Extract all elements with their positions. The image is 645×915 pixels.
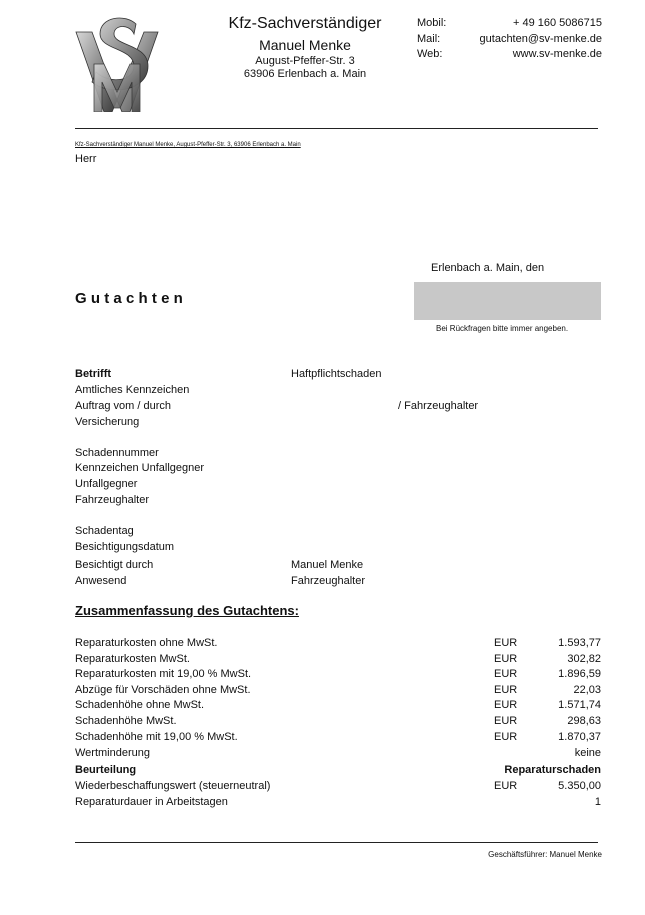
summary-currency: EUR	[494, 699, 518, 711]
summary-row	[75, 747, 601, 761]
owner-name: Manuel Menke	[259, 37, 351, 53]
summary-row	[75, 637, 601, 651]
fahrzeughalter-label: Fahrzeughalter	[75, 494, 149, 506]
summary-row	[75, 684, 601, 698]
summary-label: Abzüge für Vorschäden ohne MwSt.	[75, 684, 251, 696]
summary-label: Reparaturkosten MwSt.	[75, 653, 190, 665]
summary-value: 1.870,37	[558, 731, 601, 743]
business-title: Kfz-Sachverständiger	[228, 15, 382, 32]
betrifft-value: Haftpflichtschaden	[291, 368, 382, 380]
summary-currency: EUR	[494, 731, 518, 743]
summary-value: 22,03	[573, 684, 601, 696]
anwesend-value: Fahrzeughalter	[291, 575, 365, 587]
contact-value-mail[interactable]: gutachten@sv-menke.de	[479, 33, 602, 45]
footer-divider	[75, 842, 598, 843]
anwesend-label: Anwesend	[75, 575, 127, 587]
summary-label: Reparaturkosten mit 19,00 % MwSt.	[75, 668, 252, 680]
document-title: Gutachten	[75, 290, 187, 307]
kennzeichen-label: Amtliches Kennzeichen	[75, 384, 190, 396]
beurteilung-row	[75, 764, 601, 778]
reference-number-box	[414, 282, 601, 320]
summary-label: Schadenhöhe ohne MwSt.	[75, 699, 205, 711]
company-logo	[74, 14, 160, 112]
dauer-row	[75, 796, 601, 810]
unfallgegner-label: Unfallgegner	[75, 478, 138, 490]
dauer-label: Reparaturdauer in Arbeitstagen	[75, 796, 228, 808]
summary-currency: EUR	[494, 653, 518, 665]
contact-label-mobile: Mobil:	[417, 17, 447, 29]
besichtigt-value: Manuel Menke	[291, 559, 364, 571]
contact-value-mobile[interactable]: + 49 160 5086715	[512, 17, 602, 29]
schadentag-label: Schadentag	[75, 525, 134, 537]
versicherung-label: Versicherung	[75, 416, 140, 428]
summary-currency: EUR	[494, 715, 518, 727]
summary-row	[75, 731, 601, 745]
summary-value: 1.571,74	[558, 699, 601, 711]
schadennummer-label: Schadennummer	[75, 447, 159, 459]
sender-line: Kfz-Sachverständiger Manuel Menke, August-Pfeffer-Str. 3, 63906 Erlenbach a. Main	[75, 142, 301, 148]
contact-value-web[interactable]: www.sv-menke.de	[512, 48, 602, 60]
contact-label-mail: Mail:	[417, 33, 441, 45]
summary-label: Wertminderung	[75, 747, 150, 759]
owner-city: 63906 Erlenbach a. Main	[243, 68, 367, 80]
wbw-currency: EUR	[494, 780, 518, 792]
wbw-value: 5.350,00	[558, 780, 601, 792]
contact-label-web: Web:	[417, 48, 443, 60]
dauer-value: 1	[594, 796, 601, 808]
wbw-row	[75, 780, 601, 794]
footer-managing-director: Geschäftsführer: Manuel Menke	[488, 850, 602, 859]
summary-heading: Zusammenfassung des Gutachtens:	[75, 603, 299, 618]
header-divider	[75, 128, 598, 129]
auftrag-value: / Fahrzeughalter	[398, 400, 479, 412]
summary-value: 298,63	[567, 715, 601, 727]
summary-currency: EUR	[494, 684, 518, 696]
summary-row	[75, 653, 601, 667]
summary-currency: EUR	[494, 637, 518, 649]
auftrag-label: Auftrag vom / durch	[75, 400, 171, 412]
summary-label: Reparaturkosten ohne MwSt.	[75, 637, 218, 649]
summary-value: 1.593,77	[558, 637, 601, 649]
besichtigt-label: Besichtigt durch	[75, 559, 154, 571]
summary-row	[75, 715, 601, 729]
besichtigungsdatum-label: Besichtigungsdatum	[75, 541, 175, 553]
summary-currency: EUR	[494, 668, 518, 680]
summary-value: 1.896,59	[558, 668, 601, 680]
summary-label: Schadenhöhe mit 19,00 % MwSt.	[75, 731, 238, 743]
summary-value: 302,82	[567, 653, 601, 665]
summary-label: Schadenhöhe MwSt.	[75, 715, 177, 727]
betrifft-label: Betrifft	[75, 368, 112, 380]
beurteilung-value: Reparaturschaden	[504, 764, 601, 776]
owner-street: August-Pfeffer-Str. 3	[255, 55, 355, 67]
kennzeichen-gegner-label: Kennzeichen Unfallgegner	[75, 462, 205, 474]
place-date: Erlenbach a. Main, den	[431, 262, 545, 274]
beurteilung-label: Beurteilung	[75, 764, 137, 776]
summary-row	[75, 668, 601, 682]
wbw-label: Wiederbeschaffungswert (steuerneutral)	[75, 780, 271, 792]
summary-value: keine	[574, 747, 601, 759]
summary-row	[75, 699, 601, 713]
recipient-salutation: Herr	[75, 153, 97, 165]
reference-note: Bei Rückfragen bitte immer angeben.	[436, 324, 569, 333]
